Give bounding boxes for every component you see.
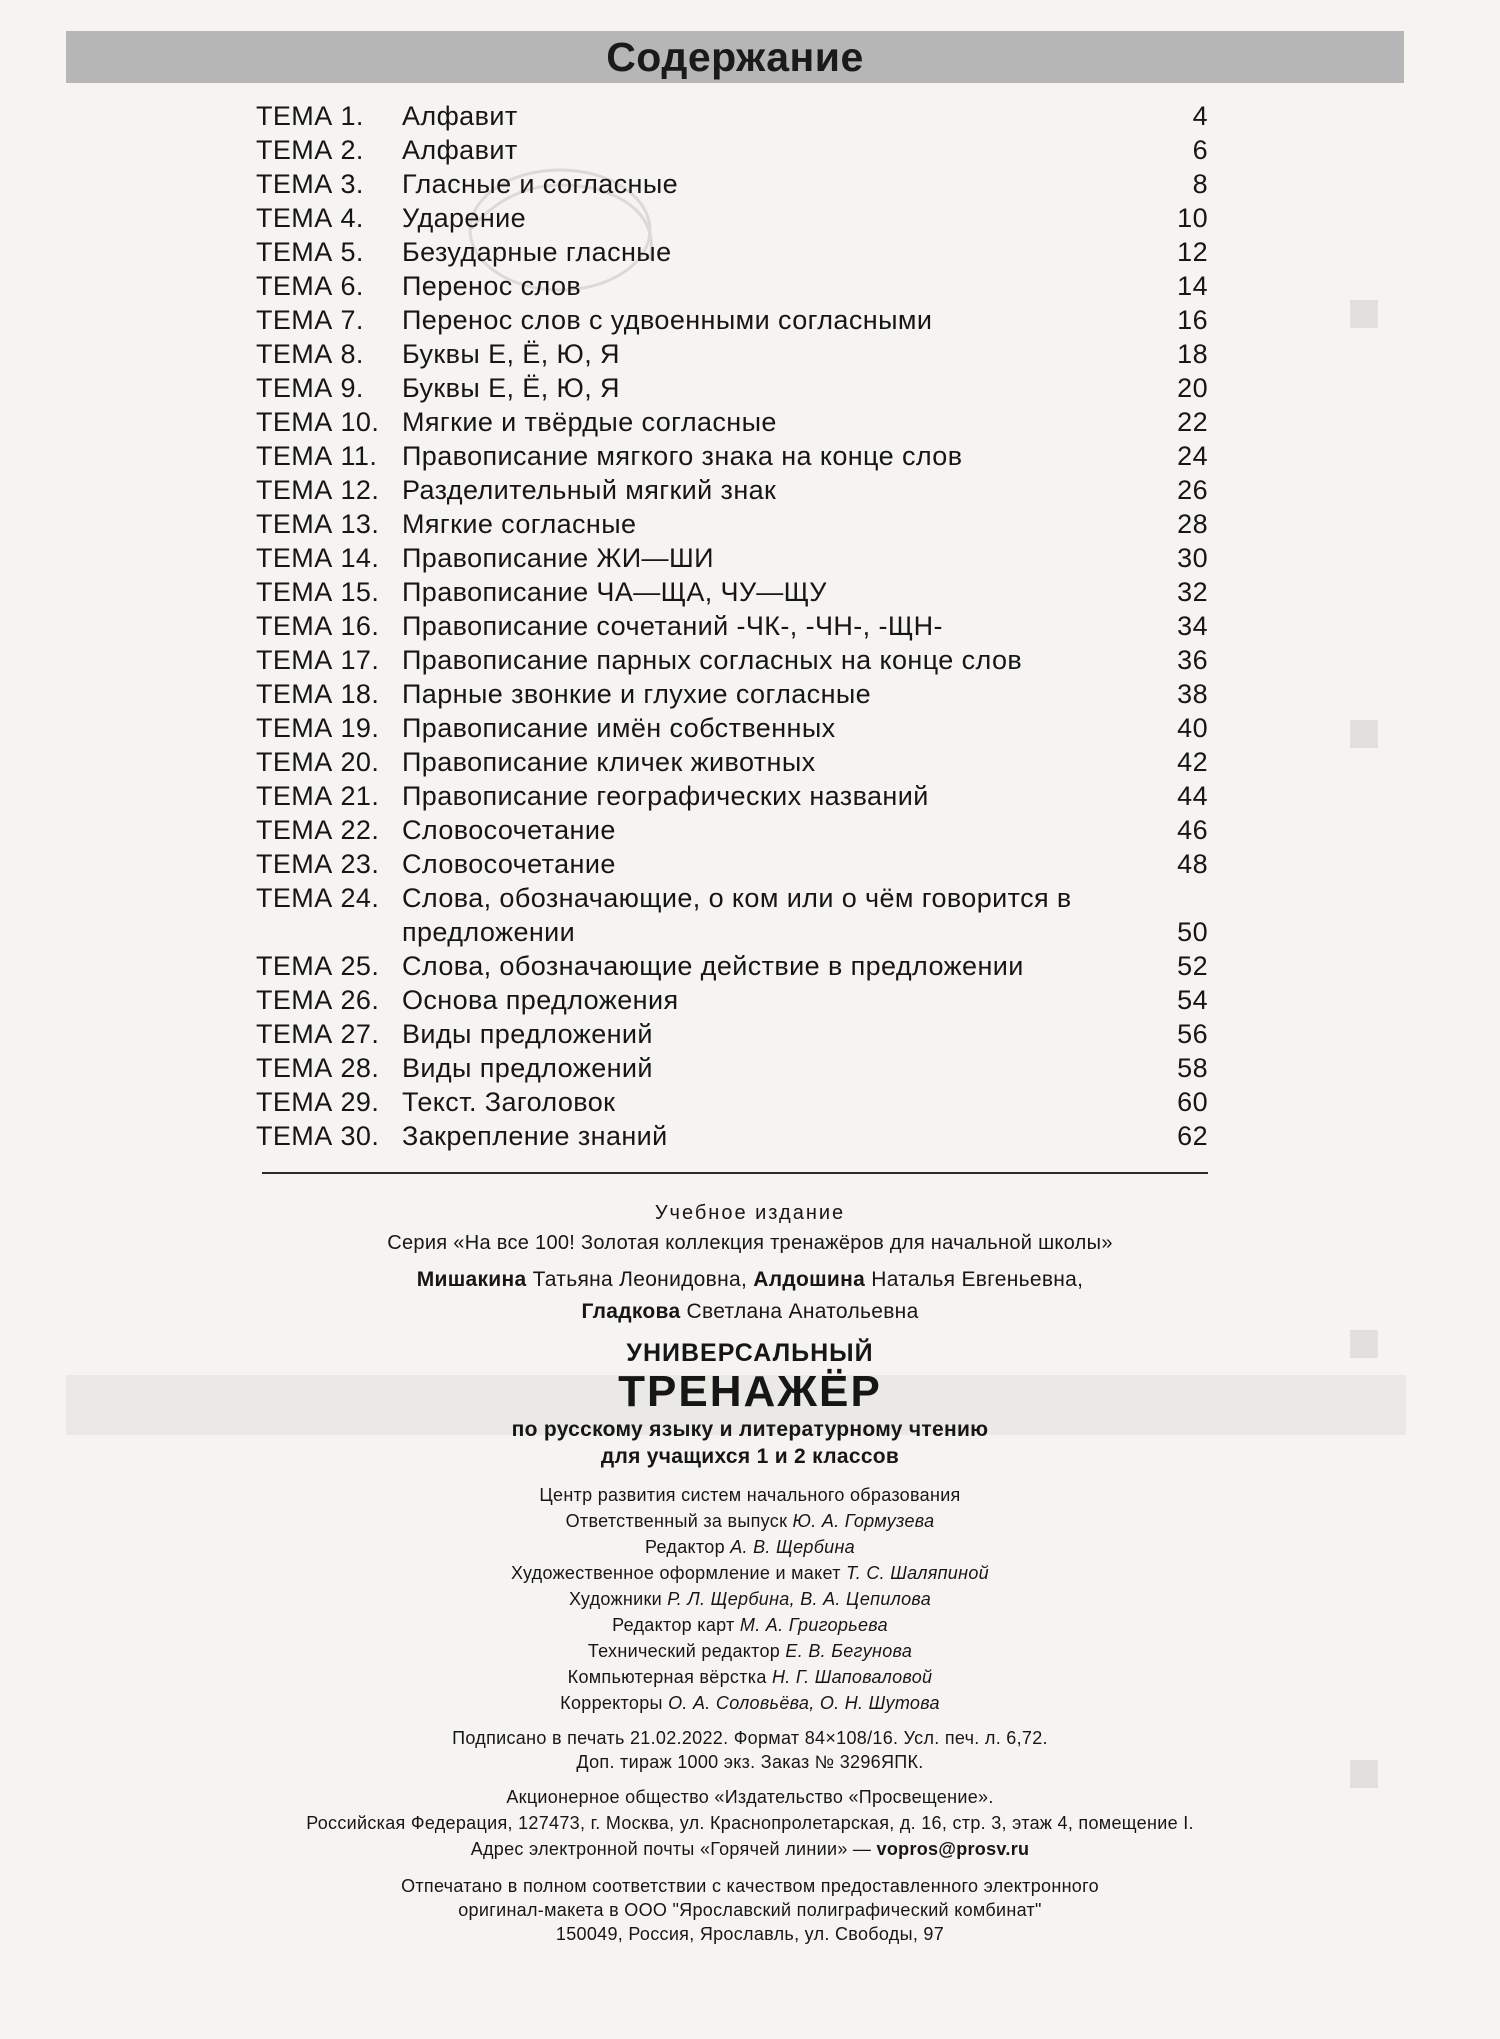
toc-topic-title: Правописание имён собственных: [402, 713, 836, 743]
toc-topic-title: Буквы Е, Ё, Ю, Я: [402, 339, 620, 369]
hotline-email-line: [150, 1836, 1350, 1862]
imprint-block: [150, 1200, 1350, 1946]
toc-page-number: 56: [1177, 1019, 1208, 1049]
toc-topic-title: Алфавит: [402, 135, 518, 165]
toc-page-number: 16: [1177, 305, 1208, 335]
credit-role: Редактор: [645, 1537, 731, 1557]
toc-row: [256, 473, 1216, 507]
toc-topic-title: Буквы Е, Ё, Ю, Я: [402, 373, 620, 403]
edition-label: Учебное издание: [654, 1202, 846, 1224]
author-name: Наталья Евгеньевна,: [865, 1268, 1084, 1291]
toc-topic-title: Виды предложений: [402, 1053, 653, 1083]
toc-topic-number: ТЕМА 11.: [256, 441, 378, 471]
toc-topic-title: Разделительный мягкий знак: [402, 475, 777, 505]
book-title-block: [150, 1338, 1350, 1470]
toc-topic-number: ТЕМА 20.: [256, 747, 380, 777]
toc-page-number: 38: [1177, 679, 1208, 709]
print-info: [150, 1726, 1350, 1774]
toc-page-number: 52: [1177, 951, 1208, 981]
toc-page-number: 46: [1177, 815, 1208, 845]
credit-line: [150, 1534, 1350, 1560]
credit-line: [150, 1586, 1350, 1612]
book-title-big: ТРЕНАЖЁР: [618, 1367, 882, 1416]
toc-topic-number: ТЕМА 22.: [256, 815, 380, 845]
toc-row: [256, 711, 1216, 745]
toc-row: [256, 575, 1216, 609]
toc-topic-title: Ударение: [402, 203, 527, 233]
toc-row: [256, 405, 1216, 439]
toc-topic-number: ТЕМА 2.: [256, 135, 364, 165]
toc-topic-number: ТЕМА 28.: [256, 1053, 380, 1083]
toc-row: [256, 609, 1216, 643]
toc-page-number: 50: [1177, 917, 1208, 947]
toc-topic-number: ТЕМА 25.: [256, 951, 380, 981]
credit-person: О. А. Соловьёва, О. Н. Шутова: [668, 1693, 940, 1713]
toc-page-number: 48: [1177, 849, 1208, 879]
toc-page-number: 36: [1177, 645, 1208, 675]
toc-topic-title: Правописание сочетаний -ЧК-, -ЧН-, -ЩН-: [402, 611, 943, 641]
toc-topic-number: ТЕМА 15.: [256, 577, 380, 607]
toc-row: [256, 643, 1216, 677]
toc-topic-number: ТЕМА 21.: [256, 781, 380, 811]
toc-page-number: 44: [1177, 781, 1208, 811]
toc-topic-number: ТЕМА 1.: [256, 101, 364, 131]
toc-page-number: 4: [1192, 101, 1208, 131]
page-title: Содержание: [606, 33, 864, 80]
credit-person: Е. В. Бегунова: [785, 1641, 913, 1661]
toc-row: [256, 371, 1216, 405]
toc-row: [256, 507, 1216, 541]
toc-topic-title: Мягкие согласные: [402, 509, 637, 539]
toc-page-number: 34: [1177, 611, 1208, 641]
toc-topic-number: ТЕМА 27.: [256, 1019, 380, 1049]
toc-page-number: 18: [1177, 339, 1208, 369]
printer-info: [150, 1874, 1350, 1946]
toc-row: [256, 745, 1216, 779]
toc-page-number: 10: [1177, 203, 1208, 233]
toc-topic-title: Правописание ЖИ—ШИ: [402, 543, 714, 573]
printer-line: оригинал-макета в ООО "Ярославский полиграфический комбинат": [458, 1900, 1042, 1920]
toc-topic-title: Правописание парных согласных на конце слов: [402, 645, 1023, 675]
credit-line: [150, 1482, 1350, 1508]
toc-topic-number: ТЕМА 10.: [256, 407, 380, 437]
author-surname: Мишакина: [416, 1268, 527, 1291]
credit-role: Компьютерная вёрстка: [567, 1667, 772, 1687]
credit-person: А. В. Щербина: [730, 1537, 855, 1557]
toc-page-number: 6: [1192, 135, 1208, 165]
toc-row: [256, 201, 1216, 235]
authors-line-1: [150, 1264, 1350, 1296]
credit-line: [150, 1560, 1350, 1586]
toc-page-number: 22: [1177, 407, 1208, 437]
toc-page-number: 12: [1177, 237, 1208, 267]
toc-topic-number: ТЕМА 29.: [256, 1087, 380, 1117]
toc-topic-title: Правописание ЧА—ЩА, ЧУ—ЩУ: [402, 577, 827, 607]
print-info-line: Подписано в печать 21.02.2022. Формат 84×108/16. Усл. печ. л. 6,72.: [452, 1728, 1048, 1748]
toc-row: [256, 133, 1216, 167]
toc-row: [256, 813, 1216, 847]
authors-line-2: [150, 1296, 1350, 1328]
toc-page-number: 42: [1177, 747, 1208, 777]
toc-page-number: 26: [1177, 475, 1208, 505]
print-info-line: Доп. тираж 1000 экз. Заказ № 3296ЯПК.: [576, 1752, 924, 1772]
toc-topic-title: Мягкие и твёрдые согласные: [402, 407, 777, 437]
toc-topic-number: ТЕМА 9.: [256, 373, 364, 403]
toc-topic-number: ТЕМА 13.: [256, 509, 380, 539]
credit-line: [150, 1638, 1350, 1664]
toc-topic-title: Основа предложения: [402, 985, 679, 1015]
credit-role: Корректоры: [560, 1693, 669, 1713]
toc-row: [256, 269, 1216, 303]
toc-row: [256, 303, 1216, 337]
toc-page-number: 14: [1177, 271, 1208, 301]
credit-role: Художественное оформление и макет: [511, 1563, 847, 1583]
toc-page-number: 8: [1192, 169, 1208, 199]
toc-row: [256, 235, 1216, 269]
toc-row: [256, 847, 1216, 881]
toc-topic-title: Словосочетание: [402, 849, 616, 879]
credit-role: Редактор карт: [612, 1615, 740, 1635]
toc-row: [256, 1085, 1216, 1119]
toc-page-number: 28: [1177, 509, 1208, 539]
toc-topic-number: ТЕМА 16.: [256, 611, 380, 641]
book-subtitle-1: по русскому языку и литературному чтению: [511, 1418, 989, 1441]
contents-header: [66, 31, 1404, 83]
toc-page-number: 54: [1177, 985, 1208, 1015]
author-name: Татьяна Леонидовна,: [526, 1268, 754, 1291]
book-title-small: УНИВЕРСАЛЬНЫЙ: [626, 1339, 874, 1367]
toc-row: [256, 1051, 1216, 1085]
credit-person: Н. Г. Шаповаловой: [771, 1667, 933, 1687]
toc-topic-number: ТЕМА 23.: [256, 849, 380, 879]
toc-page-number: 60: [1177, 1087, 1208, 1117]
toc-row: [256, 541, 1216, 575]
toc-row: [256, 1017, 1216, 1051]
toc-row: [256, 439, 1216, 473]
toc-page-number: 40: [1177, 713, 1208, 743]
table-of-contents: [256, 99, 1216, 1153]
toc-topic-number: ТЕМА 7.: [256, 305, 364, 335]
toc-row: [256, 677, 1216, 711]
toc-topic-title: Правописание мягкого знака на конце слов: [402, 441, 963, 471]
toc-topic-number: ТЕМА 3.: [256, 169, 364, 199]
credit-person: Ю. А. Гормузева: [792, 1511, 935, 1531]
toc-topic-number: ТЕМА 30.: [256, 1121, 380, 1151]
toc-row: [256, 337, 1216, 371]
toc-topic-title: Правописание географических названий: [402, 781, 929, 811]
credit-line: [150, 1612, 1350, 1638]
credit-role: Художники: [568, 1589, 668, 1609]
credit-line: [150, 1508, 1350, 1534]
credits-list: [150, 1482, 1350, 1716]
credit-role: Ответственный за выпуск: [565, 1511, 793, 1531]
toc-topic-number: ТЕМА 24.: [256, 883, 380, 913]
toc-topic-title: Алфавит: [402, 101, 518, 131]
toc-row: [256, 167, 1216, 201]
toc-topic-title: Перенос слов: [402, 271, 582, 301]
toc-page-number: 32: [1177, 577, 1208, 607]
toc-topic-number: ТЕМА 4.: [256, 203, 364, 233]
credit-person: М. А. Григорьева: [739, 1615, 888, 1635]
toc-topic-number: ТЕМА 12.: [256, 475, 380, 505]
author-surname: Гладкова: [581, 1300, 681, 1323]
toc-topic-number: ТЕМА 18.: [256, 679, 380, 709]
toc-topic-number: ТЕМА 19.: [256, 713, 380, 743]
toc-topic-number: ТЕМА 6.: [256, 271, 364, 301]
toc-page-number: 62: [1177, 1121, 1208, 1151]
toc-topic-title: Парные звонкие и глухие согласные: [402, 679, 872, 709]
toc-topic-title: Слова, обозначающие действие в предложении: [402, 951, 1024, 981]
book-subtitle-2: для учащихся 1 и 2 классов: [600, 1445, 900, 1468]
toc-page-number: 24: [1177, 441, 1208, 471]
printer-line: 150049, Россия, Ярославль, ул. Свободы, 97: [555, 1924, 945, 1944]
toc-topic-title: Текст. Заголовок: [402, 1087, 616, 1117]
toc-topic-number: ТЕМА 5.: [256, 237, 364, 267]
series-title: Серия «На все 100! Золотая коллекция тренажёров для начальной школы»: [387, 1232, 1113, 1254]
toc-page-number: 20: [1177, 373, 1208, 403]
toc-topic-title: Словосочетание: [402, 815, 616, 845]
toc-topic-number: ТЕМА 17.: [256, 645, 380, 675]
author-name: Светлана Анатольевна: [680, 1300, 919, 1323]
publisher-line: Акционерное общество «Издательство «Просвещение».: [506, 1787, 994, 1807]
publisher-line: Российская Федерация, 127473, г. Москва, ул. Краснопролетарская, д. 16, стр. 3, этаж 4, помещение I.: [306, 1813, 1194, 1833]
toc-row: [256, 949, 1216, 983]
toc-topic-number: ТЕМА 8.: [256, 339, 364, 369]
divider: [262, 1172, 1208, 1174]
toc-row: [256, 881, 1216, 949]
toc-page-number: 58: [1177, 1053, 1208, 1083]
toc-topic-title: Правописание кличек животных: [402, 747, 816, 777]
toc-row: [256, 779, 1216, 813]
email-label: Адрес электронной почты «Горячей линии» —: [470, 1839, 877, 1859]
printer-line: Отпечатано в полном соответствии с качеством предоставленного электронного: [401, 1876, 1099, 1896]
email-address: vopros@prosv.ru: [876, 1839, 1030, 1859]
credit-line: [150, 1664, 1350, 1690]
credit-person: Т. С. Шаляпиной: [846, 1563, 989, 1583]
toc-topic-title: Перенос слов с удвоенными согласными: [402, 305, 933, 335]
toc-row: [256, 983, 1216, 1017]
toc-topic-title: Закрепление знаний: [402, 1121, 668, 1151]
credit-role: Технический редактор: [587, 1641, 786, 1661]
toc-topic-number: ТЕМА 26.: [256, 985, 380, 1015]
author-surname: Алдошина: [753, 1268, 866, 1291]
toc-topic-title: Слова, обозначающие, о ком или о чём говорится в предложении: [402, 883, 1072, 947]
credit-role: Центр развития систем начального образования: [539, 1485, 961, 1505]
toc-row: [256, 99, 1216, 133]
toc-topic-title: Гласные и согласные: [402, 169, 679, 199]
toc-page-number: 30: [1177, 543, 1208, 573]
toc-topic-title: Виды предложений: [402, 1019, 653, 1049]
credit-person: Р. Л. Щербина, В. А. Цепилова: [667, 1589, 932, 1609]
credit-line: [150, 1690, 1350, 1716]
toc-topic-title: Безударные гласные: [402, 237, 672, 267]
toc-row: [256, 1119, 1216, 1153]
publisher-info: [150, 1784, 1350, 1862]
toc-topic-number: ТЕМА 14.: [256, 543, 380, 573]
